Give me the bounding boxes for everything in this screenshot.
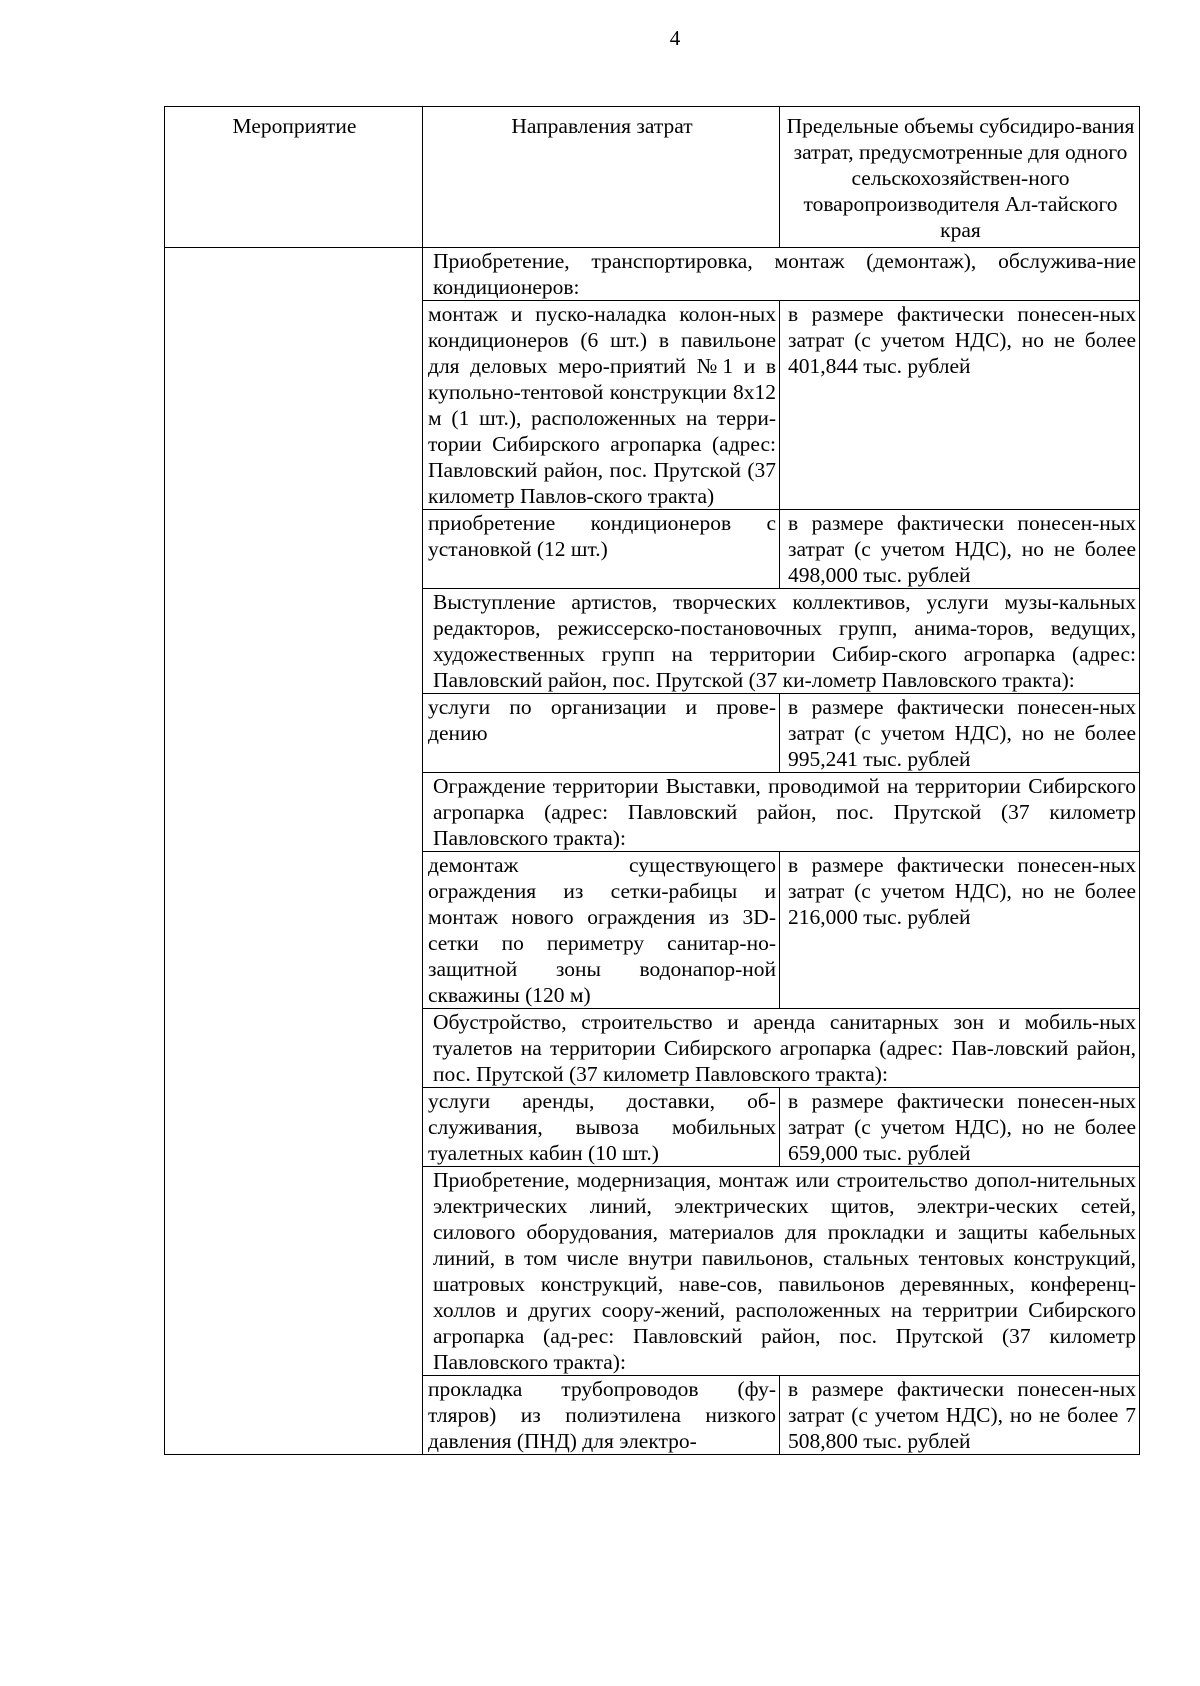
item-description: прокладка трубопроводов (фу-тляров) из полиэтилена низкого давления (ПНД) для электро- xyxy=(423,1376,780,1455)
page-number: 4 xyxy=(669,26,681,50)
header-limits: Предельные объемы субсидиро-вания затрат, предусмотренные для одного сельскохозяйствен-ного товаропроизводителя Ал-тайского края xyxy=(780,107,1140,248)
item-description: демонтаж существующего ограждения из сетки-рабицы и монтаж нового ограждения из 3D-сетки по периметру санитар-но-защитной зоны водонапор-ной скважины (120 м) xyxy=(423,852,780,1009)
group-title: Ограждение территории Выставки, проводимой на территории Сибирского агропарка (адрес: Павловский район, пос. Прутской (37 километр Павловского тракта): xyxy=(423,773,1140,852)
item-limit: в размере фактически понесен-ных затрат (с учетом НДС), но не более 401,844 тыс. рублей xyxy=(780,301,1140,510)
group-title-row xyxy=(165,248,1140,301)
event-cell xyxy=(165,248,423,1455)
item-limit: в размере фактически понесен-ных затрат (с учетом НДС), но не более 498,000 тыс. рублей xyxy=(780,510,1140,589)
item-limit: в размере фактически понесен-ных затрат (с учетом НДС), но не более 995,241 тыс. рублей xyxy=(780,694,1140,773)
subsidy-cost-table xyxy=(164,106,1140,1455)
header-event: Мероприятие xyxy=(165,107,423,248)
item-description: услуги аренды, доставки, об-служивания, вывоза мобильных туалетных кабин (10 шт.) xyxy=(423,1088,780,1167)
item-description: приобретение кондиционеров с установкой (12 шт.) xyxy=(423,510,780,589)
item-limit: в размере фактически понесен-ных затрат (с учетом НДС), но не более 659,000 тыс. рублей xyxy=(780,1088,1140,1167)
group-title: Выступление артистов, творческих коллективов, услуги музы-кальных редакторов, режиссерско-постановочных групп, анима-торов, ведущих, художественных групп на территории Сибир-ского агропарка (адрес: Павловский район, пос. Прутской (37 ки-лометр Павловского тракта): xyxy=(423,589,1140,694)
item-limit: в размере фактически понесен-ных затрат (с учетом НДС), но не более 216,000 тыс. рублей xyxy=(780,852,1140,1009)
table-header-row xyxy=(165,107,1140,248)
group-title: Приобретение, модернизация, монтаж или строительство допол-нительных электрических линий, электрических щитов, электри-ческих сетей, силового оборудования, материалов для прокладки и защиты кабельных линий, в том числе внутри павильонов, стальных тентовых конструкций, шатровых конструкций, наве-сов, павильонов деревянных, конференц-холлов и других соору-жений, расположенных на территрии Сибирского агропарка (ад-рес: Павловский район, пос. Прутской (37 километр Павловского тракта): xyxy=(423,1167,1140,1376)
group-title: Обустройство, строительство и аренда санитарных зон и мобиль-ных туалетов на территории Сибирского агропарка (адрес: Пав-ловский район, пос. Прутской (37 километр Павловского тракта): xyxy=(423,1009,1140,1088)
item-description: услуги по организации и прове-дению xyxy=(423,694,780,773)
item-limit: в размере фактически понесен-ных затрат (с учетом НДС), но не более 7 508,800 тыс. рублей xyxy=(780,1376,1140,1455)
item-description: монтаж и пуско-наладка колон-ных кондиционеров (6 шт.) в павильоне для деловых меро-приятий №1 и в купольно-тентовой конструкции 8х12 м (1 шт.), расположенных на терри-тории Сибирского агропарка (адрес: Павловский район, пос. Прутской (37 километр Павлов-ского тракта) xyxy=(423,301,780,510)
header-directions: Направления затрат xyxy=(423,107,780,248)
group-title: Приобретение, транспортировка, монтаж (демонтаж), обслужива-ние кондиционеров: xyxy=(423,248,1140,301)
